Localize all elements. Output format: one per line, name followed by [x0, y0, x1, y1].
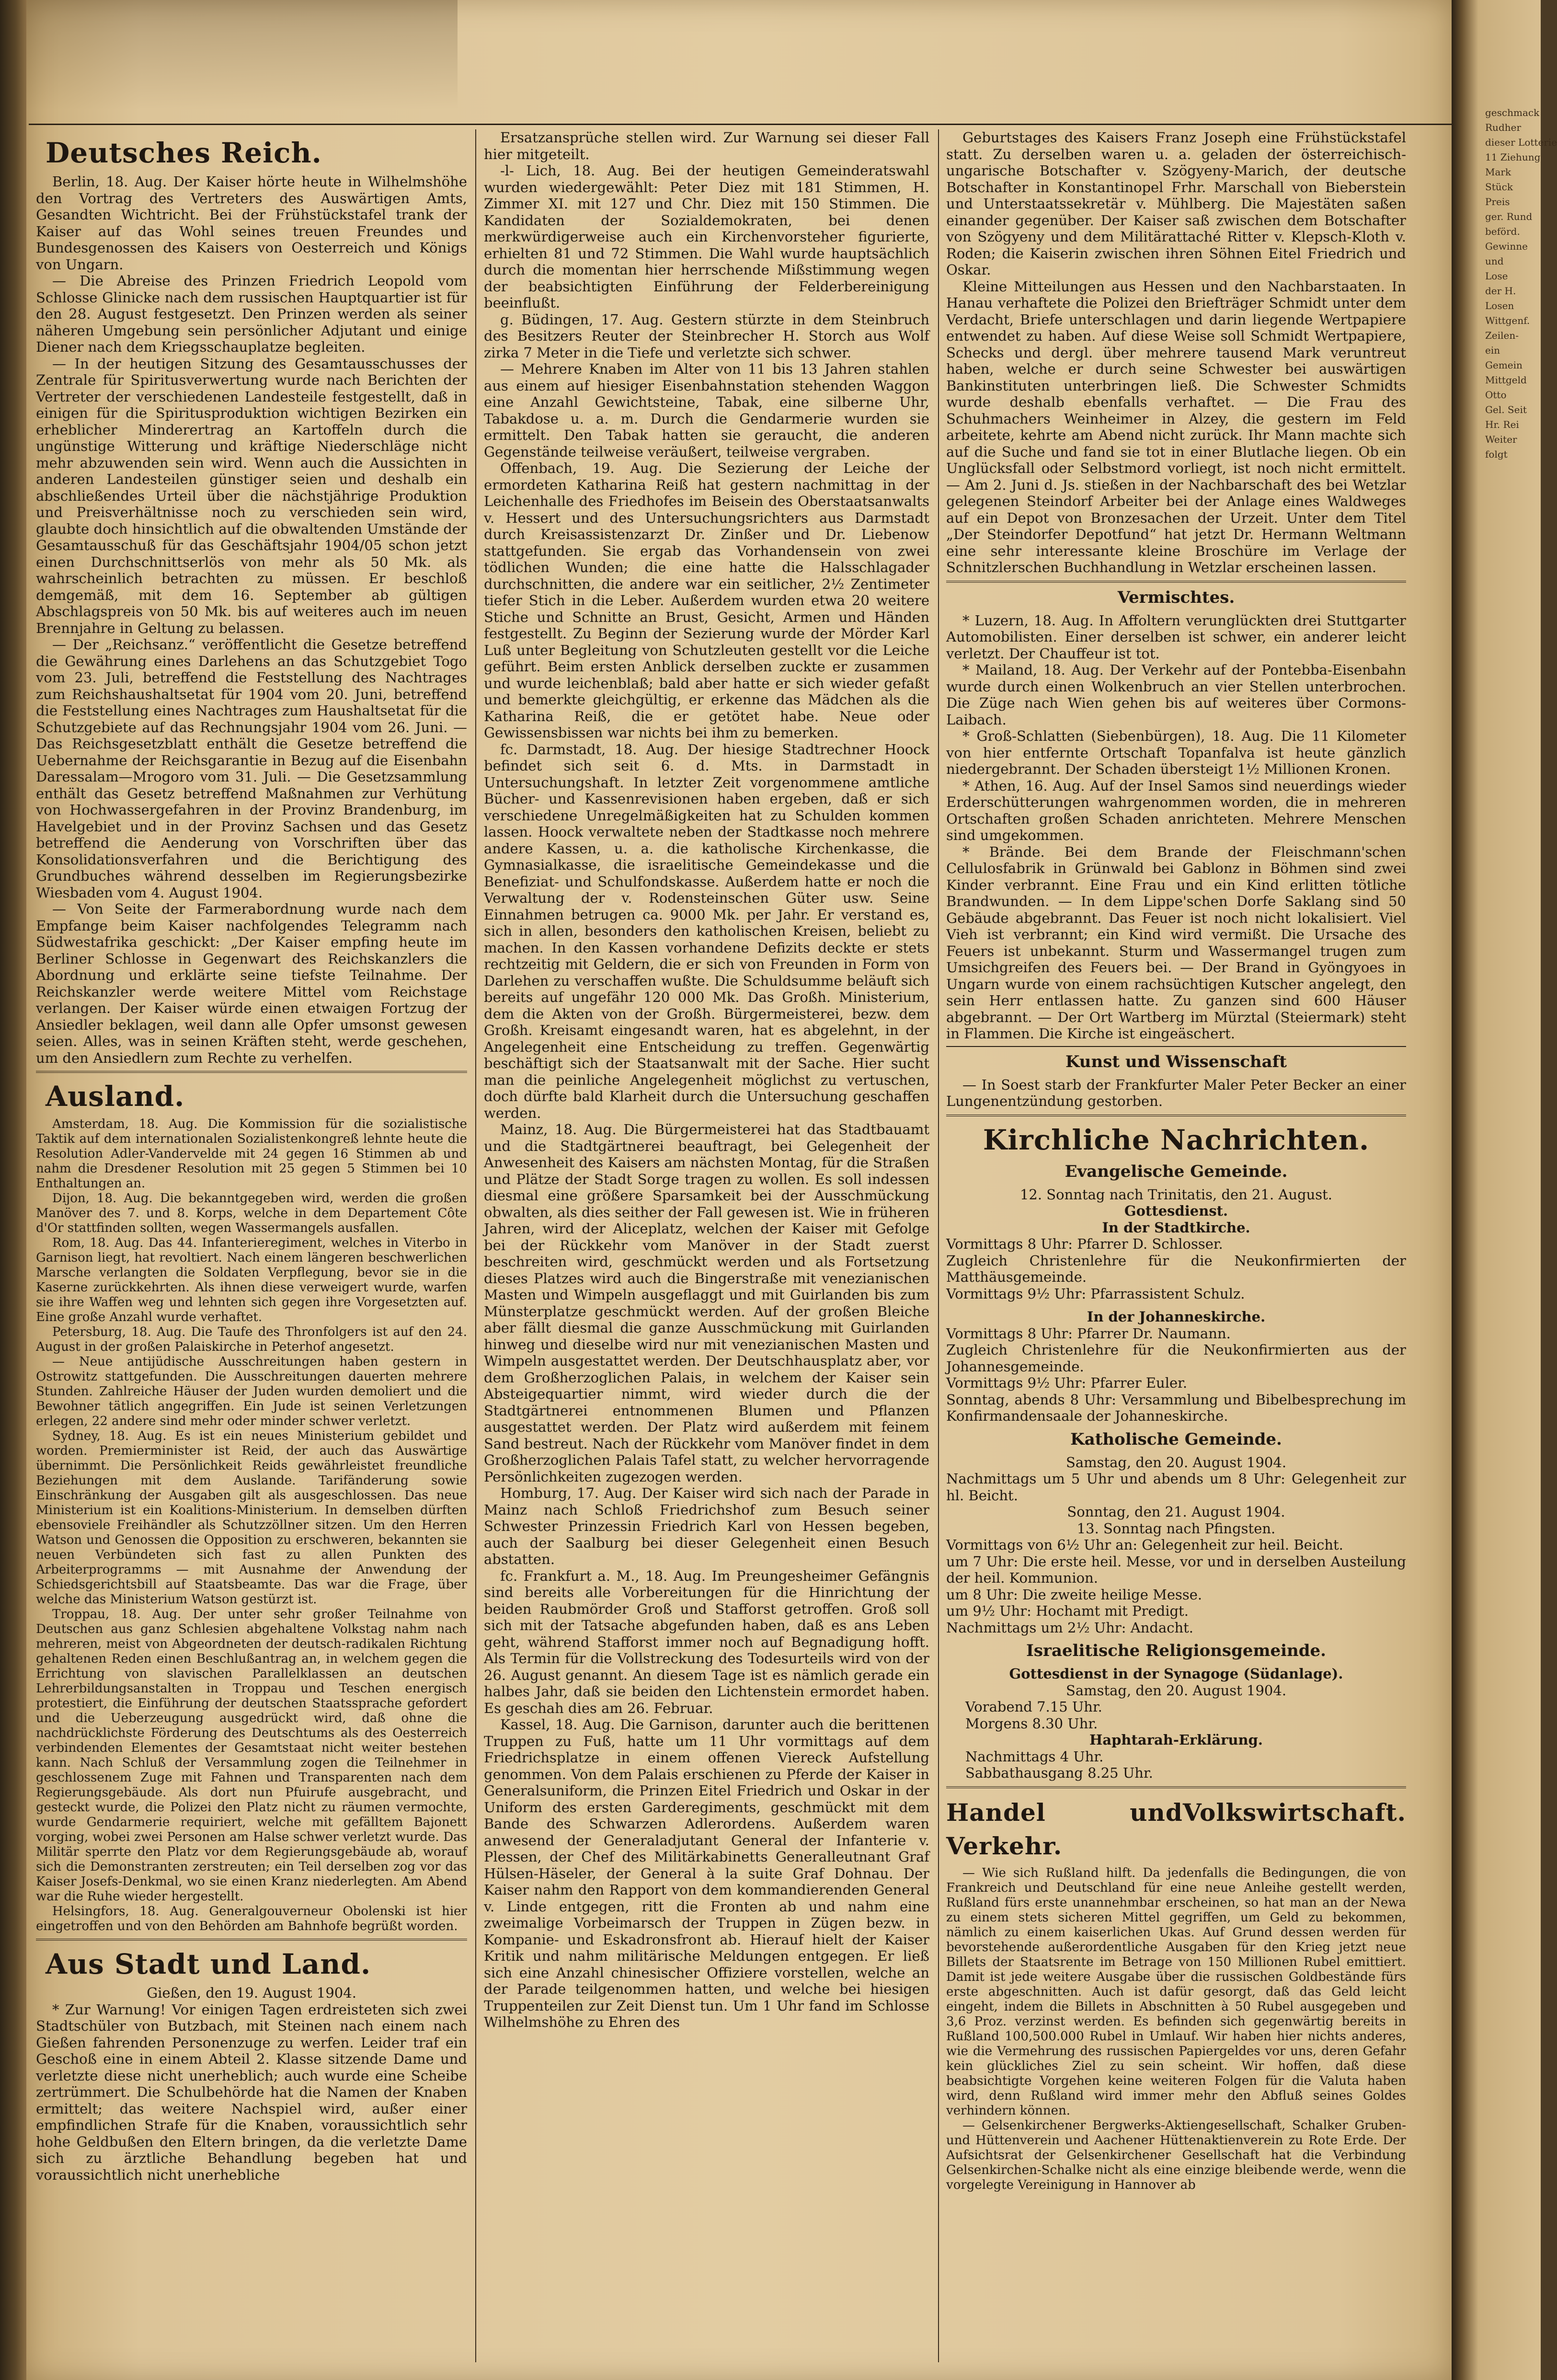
section-rule	[36, 1071, 467, 1073]
article-paragraph: — Wie sich Rußland hilft. Da jedenfalls die Bedingungen, die von Frankreich und Deutschland für eine neue Anleihe gestellt werden, Rußland fürs erste unannehmbar erscheinen, so hat man an der Newa zu einem stets sicheren Mittel gegriffen, um Geld zu bekommen, nämlich zu einem kaiserlichen Ukas. Auf Grund dessen werden für bevorstehende außerordentliche Ausgaben für den Krieg jetzt neue Billets der Staatsrente im Betrage von 150 Millionen Rubel emittiert. Damit ist jede weitere Ausgabe über die russischen Goldbestände fürs erste abgeschnitten. Auch ist dafür gesorgt, daß das Geld leicht eingeht, indem die Billets in Abschnitten à 50 Rubel ausgegeben und 3,6 Proz. verzinst werden. Es befinden sich gegenwärtig bereits in Rußland 100,500.000 Rubel in Umlauf. Wir haben hier nichts anderes, wie die Vermehrung des russischen Papiergeldes vor uns, deren Gefahr kein glückliches Ziel zu sein scheint. Wir hoffen, daß diese beabsichtigte Vorgehen keine weiteren Folgen für die Valuta haben wird, denn Rußland wird immer mehr den Abfluß seines Goldes verhindern können.	[946, 1865, 1406, 2118]
service-line: um 7 Uhr: Die erste heil. Messe, vor und in derselben Austeilung der heil. Kommunion.	[946, 1553, 1406, 1586]
strip-line: beförd.	[1485, 226, 1520, 237]
service-line: Zugleich Christenlehre für die Neukonfirmierten aus der Johannesgemeinde.	[946, 1342, 1406, 1375]
article-paragraph: — Neue antijüdische Ausschreitungen haben gestern in Ostrowitz stattgefunden. Die Ausschreitungen dauerten mehrere Stunden. Zahlreiche Häuser der Juden wurden demoliert und die Bewohner tätlich angegriffen. Ein Jude ist seinen Verletzungen erlegen, 22 andere sind mehr oder minder schwer verletzt.	[36, 1355, 467, 1428]
service-line: Haphtarah-Erklärung.	[1089, 1732, 1263, 1748]
article-paragraph: * Luzern, 18. Aug. In Affoltern verunglückten drei Stuttgarter Automobilisten. Einer derselben ist schwer, ein anderer leicht verletzt. Der Chauffeur ist tot.	[946, 612, 1406, 662]
article-paragraph: g. Büdingen, 17. Aug. Gestern stürzte in dem Steinbruch des Besitzers Reuter der Steinbrecher H. Storch aus Wolf zirka 7 Meter in die Tiefe und verletzte sich schwer.	[484, 311, 929, 361]
service-line: Sonntag, den 21. August 1904.	[1067, 1504, 1285, 1520]
section-heading-kunst: Kunst und Wissenschaft	[1065, 1052, 1287, 1071]
strip-line: Gemein	[1485, 359, 1523, 371]
church-name: Gottesdienst in der Synagoge (Südanlage).	[1009, 1666, 1343, 1682]
service-line: Vormittags 9½ Uhr: Pfarrassistent Schulz.	[946, 1285, 1245, 1302]
strip-line: ein	[1485, 345, 1500, 356]
article-paragraph: Dijon, 18. Aug. Die bekanntgegeben wird, werden die großen Manöver des 7. und 8. Korps, welche in dem Departement Côte d'Or stattfinden sollten, wegen Wassermangels ausfallen.	[36, 1191, 467, 1235]
section-heading-volkswirtschaft: Volkswirtschaft.	[1182, 1798, 1406, 1827]
service-line: Zugleich Christenlehre für die Neukonfirmierten der Matthäusgemeinde.	[946, 1252, 1406, 1285]
service-line: Nachmittags 4 Uhr.	[965, 1748, 1104, 1765]
article-paragraph: Kassel, 18. Aug. Die Garnison, darunter auch die berittenen Truppen zu Fuß, hatte um 11 Uhr vormittags auf dem Friedrichsplatze in einem offenen Viereck Aufstellung genommen. Von dem Palais erschienen zu Pferde der Kaiser in Generalsuniform, die Prinzen Eitel Friedrich und Oskar in der Uniform des ersten Garderegiments, geschmückt mit dem Bande des Schwarzen Adlerordens. Außerdem waren anwesend der Generaladjutant General der Infanterie v. Plessen, der Chef des Militärkabinetts Generalleutnant Graf Hülsen-Häseler, der General à la suite Graf Dohnau. Der Kaiser nahm den Rapport von dem kommandierenden General v. Linde entgegen, ritt die Fronten ab und nahm eine zweimalige Vorbeimarsch der Truppen in Zügen bezw. in Kompanie- und Eskadronsfront ab. Hierauf hielt der Kaiser Kritik und nahm militärische Meldungen entgegen. Er ließ sich eine Anzahl chinesischer Offiziere vorstellen, welche an der Parade teilgenommen hatten, und welche bei hiesigen Truppenteilen zur Zeit Dienst tun. Um 1 Uhr fand im Schlosse Wilhelmshöhe zu Ehren des	[484, 1716, 929, 2030]
article-paragraph: * Mailand, 18. Aug. Der Verkehr auf der Pontebba-Eisenbahn wurde durch einen Wolkenbruch an vier Stellen unterbrochen. Die Züge nach Wien gehen bis auf weiteres über Cormons-Laibach.	[946, 662, 1406, 728]
section-heading-handel: Handel und Verkehr.	[946, 1798, 1183, 1860]
strip-line: Rudher	[1485, 122, 1522, 133]
article-paragraph: Mainz, 18. Aug. Die Bürgermeisterei hat das Stadtbauamt und die Stadtgärtnerei beauftragt, bei Gelegenheit der Anwesenheit des Kaisers am nächsten Montag, für die Straßen und Plätze der Stadt Sorge tragen zu wollen. Es soll indessen diesmal eine größere Sparsamkeit bei der Ausschmückung obwalten, als dies seither der Fall gewesen ist. Wie in früheren Jahren, wird der Aliceplatz, welchen der Kaiser mit Gefolge bei der Rückkehr vom Manöver in der Stadt zuerst beschreiten wird, geschmückt werden und als Fortsetzung dieses Platzes wird auch die Bingerstraße mit venezianischen Masten und Wimpeln ausgeflaggt und mit Guirlanden bis zum Münsterplatze geschmückt werden. Auf der großen Bleiche aber fällt diesmal die ganze Ausschmückung mit Guirlanden hinweg und dieselbe wird nur mit venezianischen Masten und Wimpeln ausgestattet werden. Der Deutschhausplatz aber, vor dem Großherzoglichen Palais, in welchem der Kaiser sein Absteigequartier nimmt, wird wieder durch die der Stadtgärtnerei entnommenen Blumen und Pflanzen ausgestattet werden. Der Platz wird außerdem mit feinem Sand bestreut. Nach der Rückkehr vom Manöver findet in dem Großherzoglichen Palais Tafel statt, zu welcher hervorragende Persönlichkeiten zugezogen werden.	[484, 1121, 929, 1485]
adjacent-page-text	[1485, 105, 1557, 462]
article-paragraph: Ersatzansprüche stellen wird. Zur Warnung sei dieser Fall hier mitgeteilt.	[484, 129, 929, 162]
handel-heading-row	[946, 1793, 1406, 1866]
strip-line: Otto	[1485, 389, 1507, 401]
article-paragraph: * Zur Warnung! Vor einigen Tagen erdreisteten sich zwei Stadtschüler von Butzbach, mit Steinen nach einem nach Gießen fahrenden Personenzuge zu werfen. Leider traf ein Geschoß eine in einem Abteil 2. Klasse sitzende Dame und verletzte diese nicht unerheblich; auch wurde eine Scheibe zertrümmert. Die Schulbehörde hat die Namen der Knaben ermittelt; das weitere Nachspiel wird, außer einer empfindlichen Strafe für die Knaben, voraussichtlich sehr hohe Geldbußen den Eltern bringen, da die verletzte Dame sich zu ärztliche Behandlung begeben hat und voraussichtlich nicht unerhebliche	[36, 2001, 467, 2183]
article-paragraph: -l- Lich, 18. Aug. Bei der heutigen Gemeinderatswahl wurden wiedergewählt: Peter Diez mit 181 Stimmen, H. Zimmer XI. mit 127 und Chr. Diez mit 150 Stimmen. Die Kandidaten der Sozialdemokraten, bei denen merkwürdigerweise auch ein Kirchenvorsteher figurierte, erhielten 81 und 72 Stimmen. Die Wahl wurde hauptsächlich durch die momentan hier herrschende Mißstimmung wegen der beabsichtigten Einführung der Felderbereinigung beeinflußt.	[484, 162, 929, 311]
article-paragraph: Sydney, 18. Aug. Es ist ein neues Ministerium gebildet und worden. Premierminister ist Reid, der auch das Auswärtige übernimmt. Die Persönlichkeit Reids gewährleistet freundliche Beziehungen mit dem Auslande. Tarifänderung sowie Einschränkung der Ausgaben gilt als ausgeschlossen. Das neue Ministerium ist ein Koalitions-Ministerium. In demselben dürften ebensoviele Freihändler als Schutzzöllner sitzen. Um den Herren Watson und Genossen die Opposition zu erschweren, bekannten sie neuen Verbündeten sich fast zu allen Punkten des Arbeiterprogramms — mit Ausnahme der Anwendung der Schiedsgerichtsbill auf Staatsbeamte. Das war die Frage, über welche das Ministerium Watson gestürzt ist.	[36, 1429, 467, 1607]
article-paragraph: Rom, 18. Aug. Das 44. Infanterieregiment, welches in Viterbo in Garnison liegt, hat revoltiert. Nach einem längeren beschwerlichen Marsche verlangten die Soldaten Verpflegung, bevor sie in die Kaserne zurückkehrten. Als ihnen diese verweigert wurde, warfen sie ihre Waffen weg und lehnten sich gegen ihre Vorgesetzten auf. Eine große Anzahl wurde verhaftet.	[36, 1236, 467, 1324]
strip-line: Mark	[1485, 166, 1511, 178]
service-line: Vormittags von 6½ Uhr an: Gelegenheit zur heil. Beicht.	[946, 1537, 1343, 1553]
service-line: 13. Sonntag nach Pfingsten.	[1076, 1520, 1276, 1537]
article-paragraph: * Groß-Schlatten (Siebenbürgen), 18. Aug. Die 11 Kilometer von hier entfernte Ortschaft Topanfalva ist heute gänzlich niedergebrannt. Der Schaden übersteigt 1½ Millionen Kronen.	[946, 728, 1406, 777]
header-rule	[29, 124, 1512, 125]
article-paragraph: Geburtstages des Kaisers Franz Joseph eine Frühstückstafel statt. Zu derselben waren u. a. geladen der österreichisch-ungarische Botschafter v. Szögyeny-Marich, der deutsche Botschafter in Konstantinopel Frhr. Marschall von Bieberstein und Unterstaatssekretär v. Mühlberg. Die Majestäten saßen einander gegenüber. Der Kaiser saß zwischen dem Botschafter von Szögyeny und dem Militärattaché Ritter v. Klepsch-Kloth v. Roden; die Kaiserin zwischen ihren Söhnen Eitel Friedrich und Oskar.	[946, 129, 1406, 278]
service-line: um 8 Uhr: Die zweite heilige Messe.	[946, 1586, 1202, 1603]
section-rule	[946, 1115, 1406, 1116]
section-heading-kirchliche-nachrichten: Kirchliche Nachrichten.	[983, 1123, 1370, 1156]
strip-line: Stück	[1485, 181, 1513, 193]
service-line: um 9½ Uhr: Hochamt mit Predigt.	[946, 1603, 1189, 1619]
section-rule	[946, 581, 1406, 583]
article-paragraph: * Brände. Bei dem Brande der Fleischmann'schen Cellulosfabrik in Grünwald bei Gablonz in Böhmen sind zwei Kinder verbrannt. Eine Frau und ein Kind erlitten tötliche Brandwunden. — In dem Lippe'schen Dorfe Saklang sind 50 Gebäude abgebrannt. Das Feuer ist noch nicht lokalisiert. Viel Vieh ist verbrannt; ein Kind wird vermißt. Die Ursache des Feuers ist unbekannt. Sturm und Wassermangel trugen zum Umsichgreifen des Feuers bei. — Der Brand in Gyöngyoes in Ungarn wurde von einem rachsüchtigen Kutscher angelegt, den sein Herr entlassen hatte. Zu ganzen sind 600 Häuser abgebrannt. — Der Ort Wartberg im Mürztal (Steiermark) steht in Flammen. Die Kirche ist eingeäschert.	[946, 843, 1406, 1042]
service-line: Nachmittags um 2½ Uhr: Andacht.	[946, 1619, 1194, 1636]
strip-line: Hr. Rei	[1485, 419, 1519, 430]
column-3	[946, 129, 1406, 2362]
strip-line: folgt	[1485, 448, 1508, 460]
article-paragraph: Homburg, 17. Aug. Der Kaiser wird sich nach der Parade in Mainz nach Schloß Friedrichshof zum Besuch seiner Schwester Prinzessin Friedrich Karl von Hessen begeben, auch der Saalburg bei dieser Gelegenheit einen Besuch abstatten.	[484, 1485, 929, 1567]
subheading-katholisch: Katholische Gemeinde.	[1070, 1429, 1282, 1449]
strip-line: Gewinne	[1485, 241, 1528, 252]
church-name: In der Johanneskirche.	[1087, 1309, 1266, 1325]
section-rule	[946, 1046, 1406, 1047]
strip-line: Gel. Seit	[1485, 404, 1527, 415]
article-paragraph: — In der heutigen Sitzung des Gesamtausschusses der Zentrale für Spiritusverwertung wurde nach Berichten der Vertreter der verschiedenen Landesteile festgestellt, daß in einigen für die Spiritusproduktion wichtigen Bezirken ein erheblicher Minderertrag an Kartoffeln durch die ungünstige Witterung und kräftige Niederschläge nicht mehr abzuwenden sein wird. Wenn auch die Aussichten in anderen Landesteilen günstiger seien und deshalb ein abschließendes Urteil über die nächstjährige Produktion und Preisverhältnisse noch zu verschieden sein wird, glaubte doch hinsichtlich auf die obwaltenden Umstände der Gesamtausschuß für das Geschäftsjahr 1904/05 schon jetzt einen Durchschnittserlös von mehr als 50 Mk. als wahrscheinlich betrachten zu müssen. Er beschloß demgemäß, mit dem 16. September ab gültigen Abschlagspreis von 50 Mk. bis auf weiteres auch im neuen Brennjahre in Geltung zu belassen.	[36, 355, 467, 636]
article-paragraph: Offenbach, 19. Aug. Die Sezierung der Leiche der ermordeten Katharina Reiß hat gestern nachmittag in der Leichenhalle des Friedhofes im Beisein des Oberstaatsanwalts v. Hessert und des Untersuchungsrichters aus Darmstadt durch Kreisassistenzarzt Dr. Zinßer und Dr. Liebenow stattgefunden. Sie ergab das Vorhandensein von zwei tödlichen Wunden; die eine hatte die Halsschlagader durchschnitten, die andere war ein seitlicher, 2½ Zentimeter tiefer Stich in die Leber. Außerdem wurden etwa 20 weitere Stiche und Schnitte an Brust, Gesicht, Armen und Händen festgestellt. Zu Beginn der Sezierung wurde der Mörder Karl Luß unter Begleitung von Schutzleuten gestellt vor die Leiche geführt. Beim ersten Anblick derselben zuckte er zusammen und wurde leichenblaß; bald aber hatte er sich wieder gefaßt und bemerkte gleichgültig, er erkenne das Mädchen als die Katharina Reiß, die er getötet habe. Neue oder Gewissensbissen war nichts bei ihm zu bemerken.	[484, 460, 929, 741]
strip-line: dieser Lotterie	[1485, 137, 1557, 148]
church-name: In der Stadtkirche.	[1102, 1219, 1250, 1236]
article-paragraph: — Mehrere Knaben im Alter von 11 bis 13 Jahren stahlen aus einem auf hiesiger Eisenbahnstation stehenden Waggon eine Anzahl Gewichtsteine, Tabak, eine silberne Uhr, Tabakdose u. a. m. Durch die Gendarmerie wurden sie ermittelt. Den Tabak hatten sie geraucht, die anderen Gegenstände teilweise veräußert, teilweise vergraben.	[484, 361, 929, 460]
article-paragraph: Berlin, 18. Aug. Der Kaiser hörte heute in Wilhelmshöhe den Vortrag des Vertreters des Auswärtigen Amts, Gesandten Wichtricht. Bei der Frühstückstafel trank der Kaiser auf das Wohl seines treuen Freundes und Bundesgenossen des Kaisers von Oesterreich und Königs von Ungarn.	[36, 173, 467, 273]
service-line: Vormittags 9½ Uhr: Pfarrer Euler.	[946, 1375, 1188, 1391]
article-paragraph: * Athen, 16. Aug. Auf der Insel Samos sind neuerdings wieder Erderschütterungen wahrgenommen worden, die in mehreren Ortschaften großen Schaden anrichteten. Mehrere Menschen sind umgekommen.	[946, 777, 1406, 843]
article-paragraph: Amsterdam, 18. Aug. Die Kommission für die sozialistische Taktik auf dem internationalen Sozialistenkongreß lehnte heute die Resolution Adler-Vandervelde mit 24 gegen 16 Stimmen ab und nahm die Dresdener Resolution mit 25 gegen 5 Stimmen bei 10 Enthaltungen an.	[36, 1117, 467, 1191]
section-heading-ausland: Ausland.	[46, 1080, 185, 1113]
article-paragraph: Kleine Mitteilungen aus Hessen und den Nachbarstaaten. In Hanau verhaftete die Polizei den Briefträger Schmidt unter dem Verdacht, Briefe unterschlagen und darin liegende Wertpapiere entwendet zu haben. Auf diese Weise soll Schmidt Wertpapiere, Schecks und dergl. über mehrere tausend Mark veruntreut haben, welche er durch seine Schwester bei auswärtigen Bankinstituten unterbringen ließ. Die Schwester Schmidts wurde deshalb ebenfalls verhaftet. — Die Frau des Schuhmachers Weinheimer in Alzey, die gestern im Feld arbeitete, kehrte am Abend nicht zurück. Ihr Mann machte sich auf die Suche und fand sie tot in einer Blutlache liegen. Ob ein Unglücksfall oder Selbstmord vorliegt, ist noch nicht ermittelt. — Am 2. Juni d. Js. stießen in der Nachbarschaft des bei Wetzlar gelegenen Steindorf Arbeiter bei der Anlage eines Waldweges auf ein Depot von Bronzesachen der Urzeit. Unter dem Titel „Der Steindorfer Depotfund“ hat jetzt Dr. Hermann Weltmann eine sehr interessante kleine Broschüre im Verlage der Schnitzlerschen Buchhandlung in Wetzlar erscheinen lassen.	[946, 278, 1406, 575]
strip-line: Losen	[1485, 300, 1514, 311]
article-paragraph: Helsingfors, 18. Aug. Generalgouverneur Obolenski ist hier eingetroffen und von den Behörden am Bahnhofe begrüßt worden.	[36, 1904, 467, 1933]
service-line: Vorabend 7.15 Uhr.	[965, 1699, 1102, 1715]
service-line: Morgens 8.30 Uhr.	[965, 1715, 1098, 1732]
article-paragraph: fc. Frankfurt a. M., 18. Aug. Im Preungesheimer Gefängnis sind bereits alle Vorbereitungen für die Hinrichtung der beiden Raubmörder Groß und Stafforst getroffen. Groß soll sich mit der Tatsache abgefunden haben, daß es ans Leben geht, während Stafforst immer noch auf Begnadigung hofft. Als Termin für die Vollstreckung des Todesurteils wird von der 26. August genannt. An diesem Tage ist es nämlich gerade ein halbes Jahr, daß sie beiden den Lichtenstein ermordet haben. Es geschah dies am 26. Februar.	[484, 1567, 929, 1716]
subheading-evangelisch: Evangelische Gemeinde.	[1065, 1161, 1288, 1181]
strip-line: Lose	[1485, 270, 1508, 282]
column-divider	[475, 129, 476, 2362]
strip-line: Wittgenf.	[1485, 315, 1530, 326]
strip-line: Zeilen-	[1485, 330, 1519, 341]
strip-line: der H.	[1485, 285, 1516, 297]
column-1	[36, 129, 467, 2362]
service-line: Vormittags 8 Uhr: Pfarrer Dr. Naumann.	[946, 1325, 1231, 1342]
strip-line: Preis	[1485, 196, 1510, 207]
church-date: 12. Sonntag nach Trinitatis, den 21. August.	[1019, 1186, 1333, 1203]
section-rule	[36, 1939, 467, 1941]
section-heading-vermischtes: Vermischtes.	[1117, 587, 1235, 607]
article-paragraph: — Von Seite der Farmerabordnung wurde nach dem Empfange beim Kaiser nachfolgendes Telegramm nach Südwestafrika geschickt: „Der Kaiser empfing heute im Berliner Schlosse in Gegenwart des Reichskanzlers die Abordnung und erklärte seine tiefste Teilnahme. Der Reichskanzler werde weitere Mittel vom Reichstage verlangen. Der Kaiser würde einen etwaigen Fortzug der Ansiedler beklagen, weil dann alle Opfer umsonst gewesen seien. Alles, was in seinen Kräften steht, werde geschehen, um den Ansiedlern zum Rechte zu verhelfen.	[36, 901, 467, 1066]
strip-line: Mittgeld	[1485, 374, 1527, 386]
strip-line: geschmack	[1485, 107, 1540, 118]
scan-shadow	[26, 0, 458, 110]
dateline: Gießen, den 19. August 1904.	[147, 1985, 356, 2001]
service-line: Vormittags 8 Uhr: Pfarrer D. Schlosser.	[946, 1236, 1223, 1252]
subheading-israelitisch: Israelitische Religionsgemeinde.	[1026, 1641, 1326, 1660]
article-paragraph: — Die Abreise des Prinzen Friedrich Leopold vom Schlosse Glinicke nach dem russischen Hauptquartier ist für den 28. August festgesetzt. Den Prinzen werden als seiner näheren Umgebung sein persönlicher Adjutant und einige Diener nach dem Kriegsschauplatze begleiten.	[36, 273, 467, 355]
article-paragraph: — In Soest starb der Frankfurter Maler Peter Becker an einer Lungenentzündung gestorben.	[946, 1076, 1406, 1109]
article-paragraph: Troppau, 18. Aug. Der unter sehr großer Teilnahme von Deutschen aus ganz Schlesien abgehaltene Volkstag nahm nach mehreren, meist von Abgeordneten der deutsch-radikalen Richtung gehaltenen Reden einen Beschlußantrag an, in welchem gegen die Errichtung von slavischen Parallelklassen an deutschen Lehrerbildungsanstalten in Troppau und Teschen energisch protestiert, die Einführung der deutschen Staatssprache gefordert und die Ueberzeugung ausgedrückt wird, daß ohne die nachdrücklichste Förderung des Deutschtums als des Oesterreich verbindenden Elementes der Gesamtstaat nicht weiter bestehen kann. Nach Schluß der Versammlung zogen die Teilnehmer in geschlossenem Zuge mit Fahnen und Transparenten nach dem Regierungsgebäude. Als dort nun Pfuirufe ausgebracht, und gesteckt wurde, die Polizei den Platz nicht zu räumen vermochte, wurde Gendarmerie requiriert, welche mit gefälltem Bajonett vorging, wobei zwei Personen am Halse schwer verletzt wurde. Das Militär sperrte den Platz vor dem Regierungsgebäude ab, worauf sich die Demonstranten zerstreuten; ein Teil derselben zog vor das Kaiser Josefs-Denkmal, wo sie einen Kranz niederlegten. Am Abend war die Ruhe wieder hergestellt.	[36, 1607, 467, 1904]
strip-line: 11 Ziehung	[1485, 151, 1541, 163]
article-paragraph: fc. Darmstadt, 18. Aug. Der hiesige Stadtrechner Hoock befindet sich seit 6. d. Mts. in Darmstadt in Untersuchungshaft. In letzter Zeit vorgenommene amtliche Bücher- und Kassenrevisionen haben ergeben, daß er sich verschiedene Unregelmäßigkeiten hat zu Schulden kommen lassen. Hoock verwaltete neben der Stadtkasse noch mehrere andere Kassen, u. a. die katholische Kirchenkasse, die Gymnasialkasse, die israelitische Gemeindekasse und die Benefiziat- und Schulfondskasse. Außerdem hatte er noch die Verwaltung der v. Rodensteinschen Güter usw. Seine Einnahmen betrugen ca. 9000 Mk. per Jahr. Er verstand es, sich in allen, besonders den katholischen Kreisen, beliebt zu machen. In den Kassen vorhandene Defizits deckte er stets rechtzeitig mit Geldern, die er sich von Freunden in Form von Darlehen zu verschaffen wußte. Die Schuldsumme beläuft sich bereits auf ungefähr 120 000 Mk. Das Großh. Ministerium, dem die Akten von der Großh. Bürgermeisterei, bezw. dem Großh. Kreisamt eingesandt waren, hat es abgelehnt, in der Angelegenheit eine Entscheidung zu treffen. Gegenwärtig beschäftigt sich der Staatsanwalt mit der Sache. Hier sucht man die peinliche Angelegenheit möglichst zu vertuschen, doch dürfte bald Klarheit durch die Untersuchung geschaffen werden.	[484, 741, 929, 1121]
service-line: Nachmittags um 5 Uhr und abends um 8 Uhr: Gelegenheit zur hl. Beicht.	[946, 1471, 1406, 1504]
section-heading-deutsches-reich: Deutsches Reich.	[46, 137, 322, 169]
service-line: Sonntag, abends 8 Uhr: Versammlung und Bibelbesprechung im Konfirmandensaale der Johanneskirche.	[946, 1391, 1406, 1424]
scan-binding-edge	[0, 0, 26, 2380]
section-heading-stadt-und-land: Aus Stadt und Land.	[46, 1948, 371, 1980]
service-line: Sabbathausgang 8.25 Uhr.	[965, 1765, 1153, 1781]
section-rule	[946, 1786, 1406, 1788]
service-line: Samstag, den 20. August 1904.	[1065, 1682, 1287, 1699]
article-paragraph: — Der „Reichsanz.“ veröffentlicht die Gesetze betreffend die Gewährung eines Darlehens an das Schutzgebiet Togo vom 23. Juli, betreffend die Feststellung des Nachtrages zum Reichshaushaltsetat für 1904 vom 20. Juni, betreffend die Feststellung eines Nachtrages zum Haushaltsetat für die Schutzgebiete auf das Rechnungsjahr 1904 vom 26. Juni. — Das Reichsgesetzblatt enthält die Gesetze betreffend die Uebernahme der Reichsgarantie in Bezug auf die Eisenbahn Daressalam—Mrogoro vom 31. Juli. — Die Gesetzsammlung enthält das Gesetz betreffend Maßnahmen zur Verhütung von Hochwassergefahren in der Provinz Brandenburg, im Havelgebiet und in der Provinz Sachsen und das Gesetz betreffend die Aenderung von Vorschriften über das Konsolidationsverfahren und die Berichtigung des Grundbuches während desselben im Regierungsbezirke Wiesbaden vom 4. August 1904.	[36, 636, 467, 901]
column-2	[484, 129, 929, 2362]
strip-line: ger. Rund	[1485, 211, 1533, 222]
service-line: Samstag, den 20. August 1904.	[1065, 1454, 1287, 1471]
adjacent-page-strip	[1452, 0, 1557, 2380]
strip-line: und	[1485, 255, 1504, 267]
column-divider	[938, 129, 939, 2362]
strip-line: Weiter	[1485, 434, 1517, 445]
article-paragraph: — Gelsenkirchener Bergwerks-Aktiengesellschaft, Schalker Gruben- und Hüttenverein und Aachener Hüttenaktienverein zu Rote Erde. Der Aufsichtsrat der Gelsenkirchener Gesellschaft hat die Verbindung Gelsenkirchen-Schalke nicht als eine einzige bleibende werde, wenn die vorgelegte Vereinigung in Hannover ab	[946, 2118, 1406, 2192]
church-label: Gottesdienst.	[1124, 1203, 1228, 1219]
article-paragraph: Petersburg, 18. Aug. Die Taufe des Thronfolgers ist auf den 24. August in der großen Palaiskirche in Peterhof angesetzt.	[36, 1325, 467, 1354]
